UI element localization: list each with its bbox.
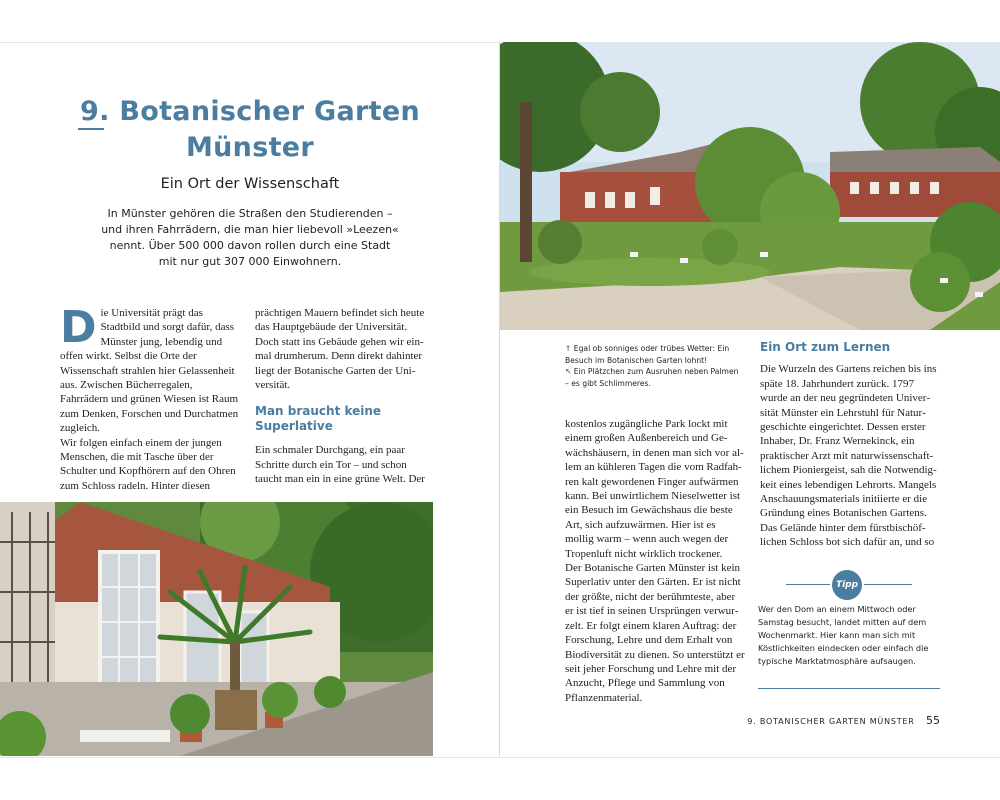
photo-orangery-palms xyxy=(0,502,433,756)
text-column-1 xyxy=(60,302,240,493)
tipp-box xyxy=(758,570,940,690)
tipp-line-right xyxy=(864,584,912,585)
chapter-title-line2: Münster xyxy=(185,132,315,163)
tipp-text: Wer den Dom an einem Mittwoch oder Samstag besucht, landet mitten auf dem Wochenmarkt. Hier kann man sich mit Köstlichkeiten eindecken oder einfach die typische Marktatmosphäre aufsaugen. xyxy=(758,604,929,666)
text-column-2 xyxy=(255,306,430,486)
drop-cap: D xyxy=(60,302,97,353)
column1-paragraph1: ie Universität prägt das Stadtbild und sorgt dafür, dass Münster jung, lebendig und offen wirkt. Selbst die Orte der Wissenschaft strahlen hier Gelassenheit aus. Zwischen Bücherregalen, Fahrrädern und grünen Wiesen ist Raum zum Denken, Forschen und Durchatmen zugleich. xyxy=(60,307,239,435)
column2-paragraph2: Ein schmaler Durchgang, ein paar Schritte durch ein Tor – und schon taucht man ein in eine grüne Welt. Der xyxy=(255,444,425,486)
photo-botanical-garden xyxy=(500,42,1000,330)
orangery-illustration xyxy=(0,502,433,756)
page-footer xyxy=(740,714,940,727)
caption-garden-text: Egal ob sonniges oder trübes Wetter: Ein Besuch im Botanischen Garten lohnt! xyxy=(565,344,730,365)
garden-illustration xyxy=(500,42,1000,330)
caption-palms xyxy=(565,366,740,389)
photo-captions xyxy=(565,343,740,389)
tipp-line-left xyxy=(786,584,830,585)
caption-garden xyxy=(565,343,740,366)
text-column-3 xyxy=(565,417,745,705)
text-column-4 xyxy=(760,340,940,550)
chapter-intro: In Münster gehören die Straßen den Studierenden – und ihren Fahrrädern, die man hier liebevoll »Leezen« nennt. Über 500 000 davon rollen durch eine Stadt mit nur gut 307 000 Einwohnern. xyxy=(101,207,399,268)
arrow-up-icon: ↑ xyxy=(565,344,572,353)
column3-paragraph1: kostenlos zugängliche Park lockt mit einem großen Außenbereich und Gewächshäusern, in denen man sich vor allem an kühleren Tagen die vom Radfahren kalt gewordenen Finger aufwärmen kann. Bei unwirtlichem Nieselwetter ist ein Besuch im Gewächshaus die beste Art, sich aufzuwärmen. Hier ist es mollig warm – wenn auch wegen der Tropenluft nicht wirklich trockener. xyxy=(565,418,744,560)
chapter-number: 9. xyxy=(80,96,110,127)
column3-paragraph2: Der Botanische Garten Münster ist kein Superlativ unter den Gärten. Er ist nicht der größte, nicht der berühmteste, aber er ist tief in seinen Ursprüngen verwurzelt. Er folgt einem klaren Auftrag: der Forschung, Lehre und dem Erhalt von Biodiversität zu dienen. So unterstützt er seit jeher Forschung und Lehre mit der Anzucht, Pflege und Sammlung von Pflanzenmaterial. xyxy=(565,562,745,704)
column2-paragraph1: prächtigen Mauern befindet sich heute das Hauptgebäude der Universität. Doch statt ins Gebäude gehen wir einmal drumherum. Denn direkt dahinter liegt der Botanische Garten der Universität. xyxy=(255,307,425,392)
tipp-badge: Tipp xyxy=(832,570,862,600)
arrow-up-left-icon: ↖ xyxy=(565,367,572,376)
tipp-bottom-rule xyxy=(758,688,940,689)
page-number: 55 xyxy=(926,714,940,727)
section-heading-superlative: Man braucht keine Superlative xyxy=(255,404,382,433)
chapter-title-line1: Botanischer Garten xyxy=(119,96,420,127)
chapter-title xyxy=(60,94,440,166)
chapter-subtitle: Ein Ort der Wissenschaft xyxy=(160,176,340,192)
running-head: 9. BOTANISCHER GARTEN MÜNSTER xyxy=(747,717,915,726)
column4-paragraph: Die Wurzeln des Gartens reichen bis ins späte 18. Jahrhundert zurück. 1797 wurde an der neu gegründeten Universität Münster ein Lehrstuhl für Naturgeschichte eingerichtet. Dessen erster Inhaber, Dr. Franz Wernekinck, ein praktischer Arzt mit naturwissenschaftlichem Pioniergeist, sah die Notwendigkeit eines lebendigen Lehrorts. Mangels Anschauungsmaterials initiierte er die Gründung eines Botanischen Gartens. Das Gelände hinter dem fürstbischöflichen Schloss bot sich dafür an, und so xyxy=(760,363,937,549)
caption-palms-text: Ein Plätzchen zum Ausruhen neben Palmen – es gibt Schlimmeres. xyxy=(565,367,739,388)
column1-paragraph2: Wir folgen einfach einem der jungen Menschen, die mit Tasche über der Schulter und Kopfhörern auf den Ohren zum Schloss radeln. Hinter diesen xyxy=(60,436,236,492)
section-heading-lernen: Ein Ort zum Lernen xyxy=(760,340,891,354)
